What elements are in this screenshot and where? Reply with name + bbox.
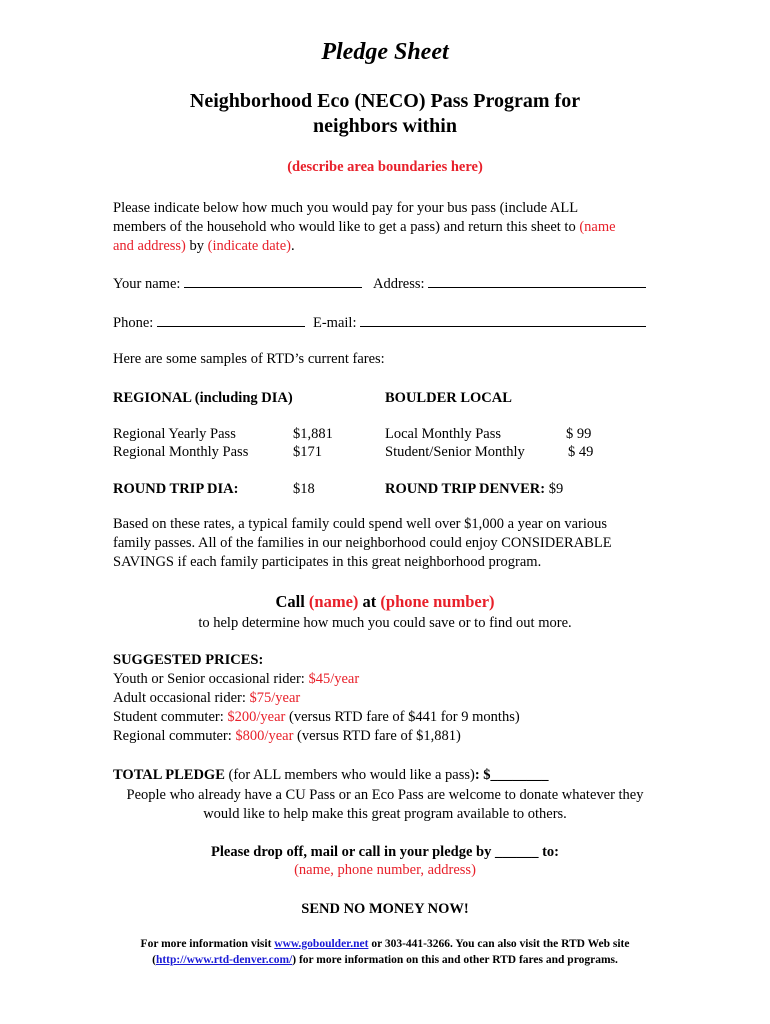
dropoff-instructions: Please drop off, mail or call in your pledge by ______ to: bbox=[211, 844, 559, 860]
donate-paragraph bbox=[100, 786, 670, 824]
phone-field-row bbox=[113, 313, 305, 333]
regional-price-row bbox=[113, 727, 673, 746]
student-price: $200/year bbox=[227, 709, 286, 725]
student-note: (versus RTD fare of $441 for 9 months) bbox=[285, 709, 520, 725]
regional-monthly-label: Regional Monthly Pass bbox=[113, 444, 249, 460]
dropoff-contact-placeholder: (name, phone number, address) bbox=[294, 862, 476, 878]
footer-line-1 bbox=[60, 936, 710, 952]
area-boundaries-placeholder: (describe area boundaries here) bbox=[287, 159, 483, 175]
footer-info bbox=[60, 936, 710, 968]
boulder-header: BOULDER LOCAL bbox=[385, 390, 512, 406]
intro-text-by: by bbox=[185, 238, 208, 254]
student-senior-price: $ 49 bbox=[568, 444, 594, 460]
intro-text: members of the household who would like to get a pass) and return this sheet to bbox=[113, 219, 580, 235]
name-field[interactable] bbox=[184, 274, 362, 288]
footer-line-2 bbox=[60, 952, 710, 968]
return-address-placeholder: and address) bbox=[113, 238, 186, 254]
regional-monthly-price: $171 bbox=[293, 444, 322, 460]
name-label: Your name: bbox=[113, 276, 181, 292]
local-monthly-label: Local Monthly Pass bbox=[385, 426, 501, 442]
adult-price: $75/year bbox=[249, 690, 301, 706]
regional-commuter-label: Regional commuter: bbox=[113, 728, 236, 744]
round-trip-dia-price: $18 bbox=[293, 481, 315, 497]
page-title: Pledge Sheet bbox=[321, 39, 449, 65]
address-field[interactable] bbox=[428, 274, 646, 288]
regional-yearly-price: $1,881 bbox=[293, 426, 333, 442]
suggested-prices bbox=[113, 651, 673, 746]
footer-text-2: or 303-441-3266. You can also visit the RTD Web site bbox=[368, 938, 630, 950]
total-pledge-label: TOTAL PLEDGE bbox=[113, 767, 225, 783]
phone-field[interactable] bbox=[157, 313, 305, 327]
call-name-placeholder: (name) bbox=[308, 592, 359, 611]
student-price-row bbox=[113, 708, 673, 727]
subtitle-line-1: Neighborhood Eco (NECO) Pass Program for bbox=[189, 90, 581, 112]
round-trip-denver-price: $9 bbox=[545, 481, 564, 497]
local-monthly-price: $ 99 bbox=[566, 426, 592, 442]
call-heading bbox=[0, 592, 770, 612]
round-trip-denver-label: ROUND TRIP DENVER: bbox=[385, 481, 546, 497]
intro-line-2 bbox=[113, 218, 653, 237]
program-subtitle bbox=[0, 89, 770, 139]
email-field[interactable] bbox=[360, 313, 646, 327]
intro-line-3 bbox=[113, 237, 653, 256]
savings-line-2: family passes. All of the families in our neighborhood could enjoy CONSIDERABLE bbox=[113, 535, 612, 551]
regional-yearly-label: Regional Yearly Pass bbox=[113, 426, 236, 442]
intro-line-1: Please indicate below how much you would pay for your bus pass (include ALL bbox=[113, 200, 579, 216]
call-phone-placeholder: (phone number) bbox=[380, 592, 495, 611]
goboulder-link[interactable]: www.goboulder.net bbox=[274, 938, 369, 950]
intro-period: . bbox=[290, 238, 295, 254]
donate-line-2: would like to help make this great program available to others. bbox=[203, 806, 567, 822]
adult-label: Adult occasional rider: bbox=[113, 690, 250, 706]
youth-label: Youth or Senior occasional rider: bbox=[113, 671, 309, 687]
adult-price-row bbox=[113, 689, 673, 708]
name-field-row bbox=[113, 274, 362, 294]
send-no-money-notice: SEND NO MONEY NOW! bbox=[301, 901, 469, 917]
round-trip-denver bbox=[385, 480, 563, 499]
student-senior-label: Student/Senior Monthly bbox=[385, 444, 525, 460]
student-label: Student commuter: bbox=[113, 709, 228, 725]
return-name-placeholder: (name bbox=[579, 219, 616, 235]
call-subtext: to help determine how much you could save or to find out more. bbox=[198, 615, 572, 631]
donate-line-1: People who already have a CU Pass or an Eco Pass are welcome to donate whatever they bbox=[126, 787, 644, 803]
regional-commuter-price: $800/year bbox=[235, 728, 294, 744]
total-pledge-field[interactable]: ________ bbox=[490, 767, 549, 783]
address-label: Address: bbox=[373, 276, 425, 292]
address-field-row bbox=[373, 274, 646, 294]
regional-commuter-note: (versus RTD fare of $1,881) bbox=[293, 728, 461, 744]
email-field-row bbox=[313, 313, 646, 333]
savings-paragraph bbox=[113, 515, 653, 572]
call-at: at bbox=[358, 592, 381, 611]
regional-header: REGIONAL (including DIA) bbox=[113, 390, 293, 406]
round-trip-dia-label: ROUND TRIP DIA: bbox=[113, 481, 239, 497]
email-label: E-mail: bbox=[313, 315, 357, 331]
footer-text-3: ) for more information on this and other RTD fares and programs. bbox=[292, 954, 618, 966]
savings-line-3: SAVINGS if each family participates in this great neighborhood program. bbox=[113, 554, 542, 570]
intro-paragraph bbox=[113, 199, 653, 256]
subtitle-line-2: neighbors within bbox=[313, 115, 457, 137]
call-prefix: Call bbox=[275, 592, 309, 611]
suggested-heading: SUGGESTED PRICES: bbox=[113, 652, 264, 668]
return-date-placeholder: (indicate date) bbox=[207, 238, 291, 254]
fares-intro: Here are some samples of RTD’s current fares: bbox=[113, 351, 385, 367]
youth-price-row bbox=[113, 670, 673, 689]
savings-line-1: Based on these rates, a typical family could spend well over $1,000 a year on various bbox=[113, 516, 608, 532]
rtd-denver-link[interactable]: http://www.rtd-denver.com/ bbox=[155, 954, 293, 966]
youth-price: $45/year bbox=[308, 671, 360, 687]
phone-label: Phone: bbox=[113, 315, 154, 331]
total-pledge-colon: : $ bbox=[474, 767, 491, 783]
footer-paren-open: ( bbox=[152, 954, 156, 966]
total-pledge-note: (for ALL members who would like a pass) bbox=[224, 767, 475, 783]
total-pledge-row bbox=[113, 766, 549, 785]
footer-text-1: For more information visit bbox=[140, 938, 275, 950]
